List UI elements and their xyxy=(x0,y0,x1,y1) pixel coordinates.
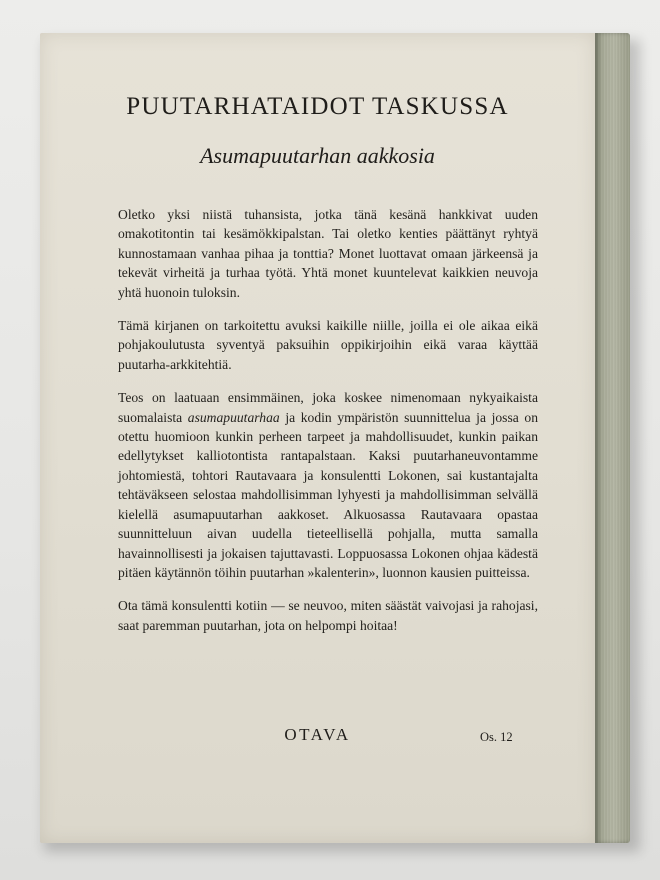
blurb-paragraph-2: Tämä kirjanen on tarkoitettu avuksi kaikille niille, joilla ei ole aikaa eikä pohjakoulutusta syventyä paksuihin oppikirjoihin eikä varaa käyttää puutarha-arkkitehtiä. xyxy=(118,318,538,372)
blurb xyxy=(118,205,538,649)
book-spine xyxy=(595,33,630,843)
paragraph-3-after: ja kodin ympäristön suunnittelua ja jossa on otettu huomioon kunkin perheen tarpeet ja mahdollisuudet, kunkin paikan edellytykset kalliotontista rantapalstaan. Kaksi puutarhaneuvontamme johtomiestä, tohtori Rautavaara ja konsulentti Lokonen, sai kustantajalta tehtäväkseen selostaa mahdollisimman lyhyesti ja mahdollisimman selvällä kielellä asumapuutarhan aakkoset. Alkuosassa Rautavaara opastaa suunnitteluun aivan uudella tieteellisellä pohjalla, mutta samalla havainnollisesti ja jokaisen tajuttavasti. Loppuosassa Lokonen ohjaa kädestä pitäen käytännön töihin puutarhan »kalenterin», luonnon kausien puitteissa. xyxy=(118,409,538,580)
blurb-paragraph-4: Ota tämä konsulentti kotiin — se neuvoo, miten säästät vaivojasi ja rahojasi, saat paremman puutarhan, jota on helpompi hoitaa! xyxy=(118,598,538,633)
publisher-name: OTAVA xyxy=(284,725,351,744)
paragraph-3-before: Teos on laatuaan ensimmäinen, joka koskee nimenomaan nykyaikaista suomalaista xyxy=(118,390,538,425)
book-title: PUUTARHATAIDOT TASKUSSA xyxy=(126,93,509,120)
blurb-paragraph-1: Oletko yksi niistä tuhansista, jotka tänä kesänä hankkivat uuden omakotitontin tai kesämökkipalstan. Tai oletko kenties päättänyt ryhtyä kunnostamaan vanhaa pihaa ja tonttia? Monet luottavat omaan järkeensä ja tekevät virheitä ja turhaa työtä. Yhtä monet kuuntelevat kaikkien neuvoja yhtä huonoin tuloksin. xyxy=(118,207,538,300)
catalog-code: Os. 12 xyxy=(480,730,513,744)
paragraph-3-emphasis: asumapuutarhaa xyxy=(187,409,280,425)
blurb-paragraph-3 xyxy=(118,388,538,582)
cover-panel xyxy=(40,33,595,843)
book-back-cover xyxy=(40,33,630,843)
book-subtitle: Asumapuutarhan aakkosia xyxy=(200,143,435,168)
